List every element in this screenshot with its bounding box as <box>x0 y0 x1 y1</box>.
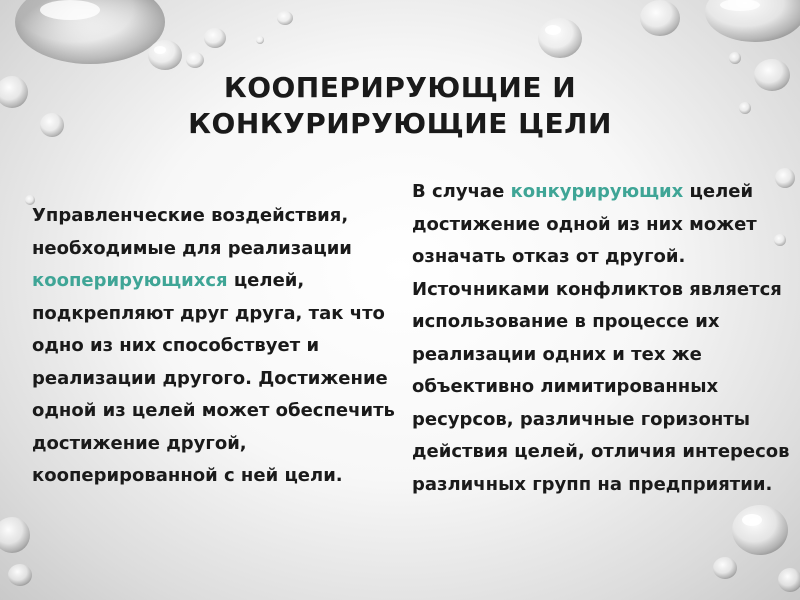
water-drop-icon <box>277 11 293 25</box>
left-paragraph-cooperating-goals <box>32 200 402 493</box>
right-text-after: целей достижение одной из них может означать отказ от другой. Источниками конфликтов является использование в процессе их реализации одних и тех же объективно лимитированных ресурсов, различные горизонты действия целей, отличия интересов различных групп на предприятии. <box>412 181 790 495</box>
title-line-1: КООПЕРИРУЮЩИЕ И <box>223 71 577 104</box>
right-highlight-term: конкурирующих <box>510 181 684 202</box>
water-drop-icon <box>0 517 30 553</box>
water-drop-icon <box>739 102 751 114</box>
right-paragraph-competing-goals <box>412 176 792 501</box>
water-drop-icon <box>0 76 28 108</box>
water-drop-icon <box>705 0 800 42</box>
water-drop-icon <box>713 557 737 579</box>
water-drop-icon <box>732 505 788 555</box>
water-drop-icon <box>204 28 226 48</box>
water-drop-icon <box>8 564 32 586</box>
title-line-2: КОНКУРИРУЮЩИЕ ЦЕЛИ <box>188 107 612 140</box>
left-text-after: целей, подкрепляют друг друга, так что одно из них способствует и реализации другого. Достижение одной из целей может обеспечить достижение другой, кооперированной с ней цели. <box>32 270 395 486</box>
left-text-before: Управленческие воздействия, необходимые для реализации <box>32 205 352 259</box>
water-drop-icon <box>148 40 182 70</box>
water-drop-icon <box>640 0 680 36</box>
water-drop-icon <box>729 52 741 64</box>
water-drop-icon <box>754 59 790 91</box>
water-drop-icon <box>778 568 800 592</box>
water-drop-icon <box>40 113 64 137</box>
water-drop-icon <box>186 52 204 68</box>
left-highlight-term: кооперирующихся <box>32 270 228 291</box>
water-drop-icon <box>256 36 264 44</box>
slide-title <box>80 70 720 142</box>
right-text-before: В случае <box>412 181 511 202</box>
water-drop-icon <box>15 0 165 64</box>
water-drop-icon <box>538 18 582 58</box>
